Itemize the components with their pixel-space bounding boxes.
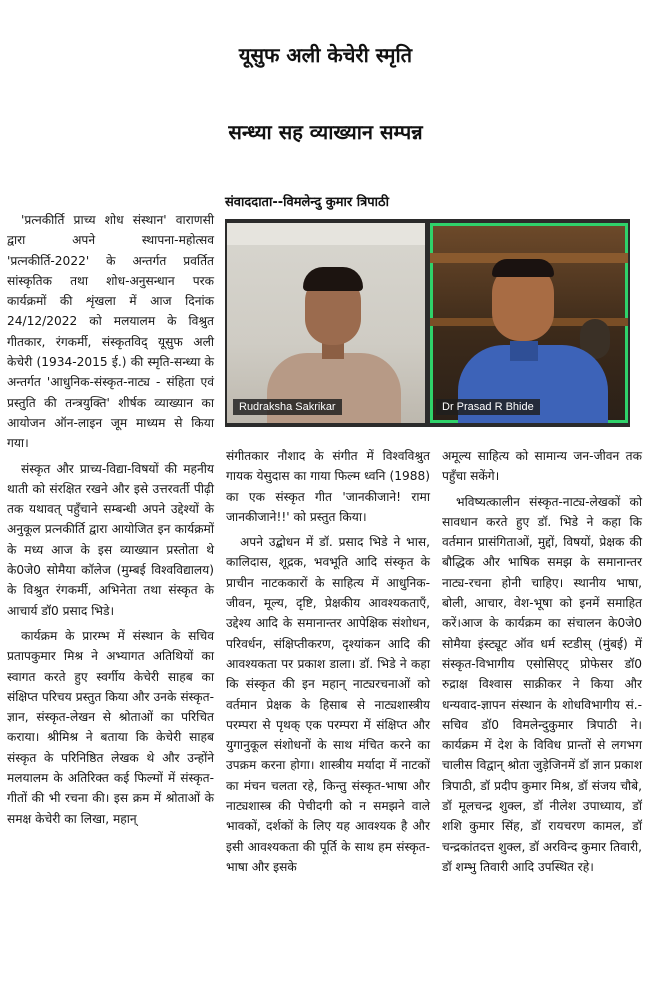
paragraph: अपने उद्बोधन में डॉ. प्रसाद भिडे ने भास, कालिदास, शूद्रक, भवभूति आदि संस्कृत के प्राचीन नाटककारों के साहित्य में आधुनिक-जीवन, मूल्य, दृष्टि, प्रेक्षकीय आवश्यकताएँ, उद्देश्य आदि के समानान्तर आपेक्षिक संशोधन, परिवर्धन, संक्षिप्तीकरण, दृश्यांकन आदि की आवश्यकता पर प्रकाश डाला। डॉ. भिडे ने कहा कि संस्कृत की इन महान् नाट्यरचनाओं को वर्तमान प्रेक्षक के हिसाब से नाट्यशास्त्रीय परम्परा से पृथक् एक परम्परा में संक्षिप्त और युगानुकूल संशोधनों के साथ मंचित करने का उपक्रम करना होगा। शास्त्रीय मर्यादा में नाटकों का मंचन चलता रहे, किन्तु संस्कृत-भाषा और नाट्यशास्त्र की पेचीदगी को न समझने वाले भावकों, दर्शकों के लिए यह आवश्यक है और इसी आवश्यकता की पूर्ति के साथ हम संस्कृत-भाषा और इसके (226, 535, 430, 874)
paragraph: संस्कृत और प्राच्य-विद्या-विषयों की महनीय थाती को संरक्षित रखने और इसे उत्तरवर्ती पीढ़ी तक यथावत् पहुँचाने सम्बन्धी अपने उद्देश्यों के अनुकूल प्रत्नकीर्ति द्वारा आयोजित इन कार्यक्रमों के मध्य आज के इस व्याख्यान प्रस्तोता थे के0जे0 सोमैया कॉलेज (मुम्बई विश्वविद्यालय) के विश्रुत रंगकर्मी, अभिनेता तथा संस्कृत के आचार्य डॉ0 प्रसाद भिडे। (7, 461, 214, 618)
headline-line-1: यूसुफ अली केचेरी स्मृति (238, 43, 413, 67)
paragraph: कार्यक्रम के प्रारम्भ में संस्थान के सचिव प्रतापकुमार मिश्र ने अभ्यागत अतिथियों का स्वागत करते हुए स्वर्गीय केचेरी साहब का संक्षिप्त परिचय प्रस्तुत किया और उनके संस्कृत-ज्ञान, संस्कृत-लेखन से श्रोताओं का परिचित कराया। श्रीमिश्र ने बताया कि केचेरी साहब संस्कृत के परिनिष्ठित लेखक थे और उन्होंने मलयालम के अतिरिक्त कई फिल्मों में संस्कृत-गीतों की भी रचना की। इस क्रम में श्रोताओं के समक्ष केचेरी का लिखा, महान् (7, 628, 214, 826)
article-column-2 (226, 446, 430, 882)
participant-pane-left (227, 223, 425, 423)
participant-name-left: Rudraksha Sakrikar (233, 399, 342, 415)
person-hair (492, 259, 554, 277)
participant-pane-right (430, 223, 628, 423)
article-column-3 (442, 446, 642, 882)
paragraph: अमूल्य साहित्य को सामान्य जन-जीवन तक पहुँचा सकेंगे। (442, 449, 642, 484)
background-wall (227, 223, 425, 245)
paragraph: भविष्यत्कालीन संस्कृत-नाट्य-लेखकों को सावधान करते हुए डॉ. भिडे ने कहा कि वर्तमान प्रासंगिताओं, मुद्दों, विषयों, प्रेक्षक की बौद्धिक और भाषिक समझ के समानान्तर नाट्य-रचना होनी चाहिए। स्थानीय भाषा, बोली, आचार, वेश-भूषा को इनमें समाहित करें।आज के कार्यक्रम का संचालन के0जे0 सोमैया इंस्ट्यूट ऑव धर्म स्टडीस् (मुंबई) में संस्कृत-विभागीय एसोसिएट् प्रोफेसर डॉ0 रुद्राक्ष विश्वास साक्रीकर ने किया और धन्यवाद-ज्ञापन संस्थान के शोधविभागीय सं.-सचिव डॉ0 विमलेन्दुकुमार त्रिपाठी ने। कार्यक्रम में देश के विविध प्रान्तों से लगभग चालीस विद्वान् श्रोता जुड़ेजिनमें डॉ ज्ञान प्रकाश त्रिपाठी, डॉ प्रदीप कुमार मिश्र, डॉ संजय चौबे, डॉ मूलचन्द्र शुक्ल, डॉ नीलेश उपाध्याय, डॉ शशि कुमार सिंह, डॉ रायचरण कामल, डॉ चन्द्रकांतदत्त शुक्ल, डॉ अरविन्द कुमार तिवारी, डॉ शम्भु तिवारी आदि उपस्थित रहे। (442, 494, 642, 874)
paragraph: संगीतकार नौशाद के संगीत में विश्वविश्रुत गायक येसुदास का गाया फिल्म ध्वनि (1988) का एक संस्कृत गीत 'जानकीजाने! रामा जानकीजाने!!' को प्रस्तुत किया। (226, 449, 430, 524)
video-call-photo (225, 219, 630, 427)
byline: संवाददाता--विमलेन्दु कुमार त्रिपाठी (225, 195, 389, 210)
article-column-1 (7, 210, 214, 834)
person-collar (510, 341, 538, 361)
person-hair (303, 267, 363, 291)
participant-name-right: Dr Prasad R Bhide (436, 399, 540, 415)
paragraph: 'प्रत्नकीर्ति प्राच्य शोध संस्थान' वाराणसी द्वारा अपने स्थापना-महोत्सव 'प्रत्नकीर्ति-2022' के अन्तर्गत प्रवर्तित सांस्कृतिक तथा शोध-अनुसन्धान परक कार्यक्रमों की शृंखला में आज दिनांक 24/12/2022 को मलयालम के विश्रुत गीतकार, रंगकर्मी, संस्कृतविद् यूसुफ अली केचेरी (1934-2015 ई.) की स्मृति-सन्ध्या के अन्तर्गत 'आधुनिक-संस्कृत-नाट्य - संहिता एवं प्रस्तुति की तन्त्रयुक्ति' शीर्षक व्याख्यान का आयोजन ऑन-लाइन जूम माध्यम से किया गया। (7, 213, 214, 451)
headline-line-2: सन्ध्या सह व्याख्यान सम्पन्न (228, 120, 423, 144)
